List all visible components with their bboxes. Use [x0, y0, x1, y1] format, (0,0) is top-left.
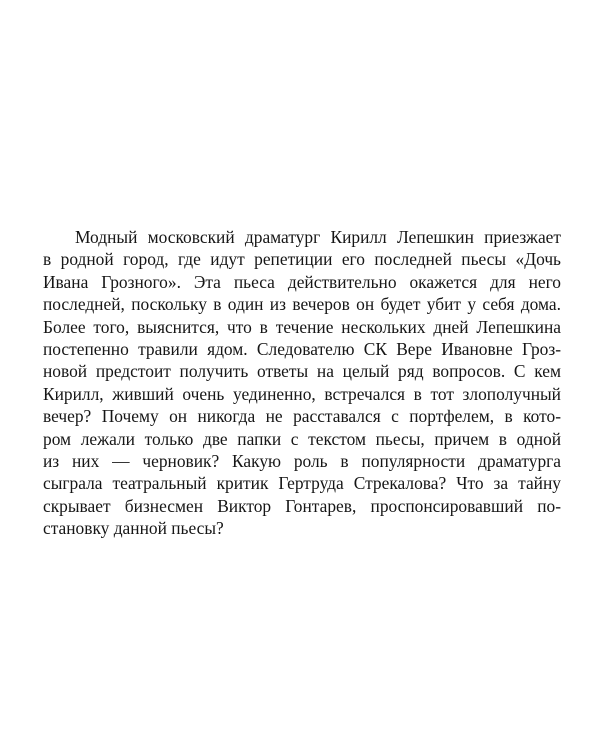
annotation-line: Модный московский драматург Кирилл Лепешкин приезжает [75, 227, 561, 247]
annotation-line: Более того, выяснится, что в течение нескольких дней Лепешкина [43, 316, 561, 337]
annotation-line: Кирилл, живший очень уединенно, встречался в тот злополучный [43, 383, 561, 404]
annotation-paragraph [43, 226, 561, 539]
annotation-line: сыграла театральный критик Гертруда Стрекалова? Что за тайну [43, 473, 561, 494]
annotation-line: ром лежали только две папки с текстом пьесы, причем в одной [43, 428, 561, 449]
annotation-line: из них — черновик? Какую роль в популярности драматурга [43, 450, 561, 471]
annotation-line: постепенно травили ядом. Следователю СК Вере Ивановне Гроз- [43, 338, 561, 359]
annotation-line: в родной город, где идут репетиции его последней пьесы «Дочь [43, 249, 561, 270]
annotation-line: становку данной пьесы? [43, 518, 224, 539]
annotation-line: Ивана Грозного». Эта пьеса действительно окажется для него [43, 271, 561, 292]
annotation-line: новой предстоит получить ответы на целый ряд вопросов. С кем [43, 361, 561, 382]
annotation-line: последней, поскольку в один из вечеров он будет убит у себя дома. [43, 294, 561, 315]
annotation-line: скрывает бизнесмен Виктор Гонтарев, проспонсировавший по- [43, 495, 561, 516]
annotation-line: вечер? Почему он никогда не расставался с портфелем, в кото- [43, 406, 561, 427]
